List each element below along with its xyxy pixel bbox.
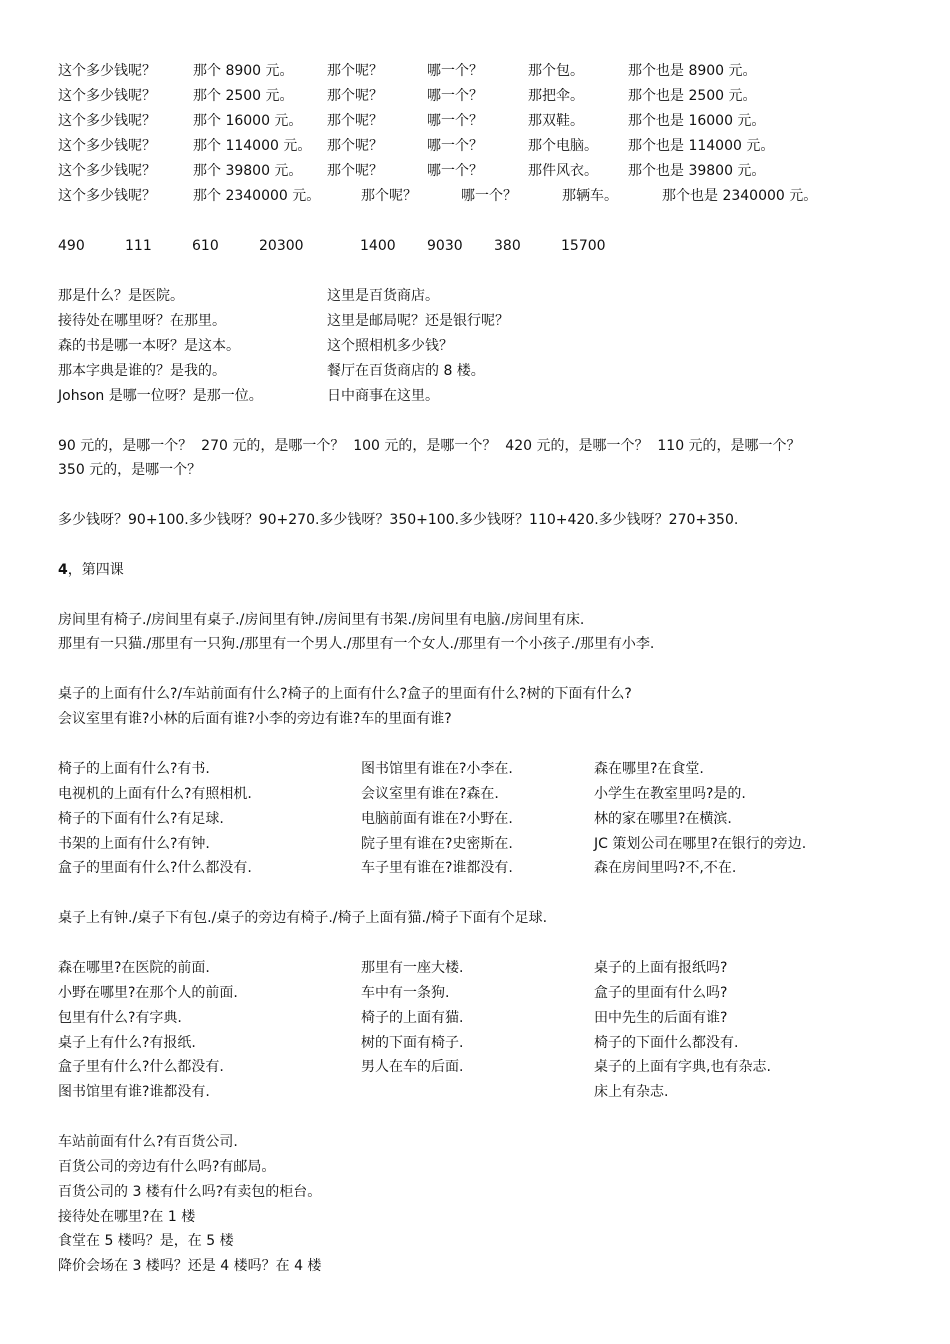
qa-cell: 院子里有谁在?史密斯在.	[361, 836, 513, 852]
price-cell: 那辆车。	[562, 188, 618, 204]
qa-cell: 森在哪里?在食堂.	[594, 761, 704, 777]
price-cell: 那个 2340000 元。	[193, 188, 321, 204]
price-cell: 那个也是 114000 元。	[628, 138, 775, 154]
qa-cell: 桌子的上面有报纸吗?	[594, 960, 728, 976]
price-cell: 那个包。	[528, 63, 584, 79]
number-item: 15700	[561, 238, 606, 254]
price-cell: 那个呢？	[361, 188, 417, 204]
lesson-number: 4	[58, 562, 68, 578]
qa-right-line: 这里是百货商店。	[327, 288, 439, 304]
qa-right-line: 日中商事在这里。	[327, 388, 439, 404]
qa-cell: 桌子的上面有字典,也有杂志.	[594, 1059, 771, 1075]
price-cell: 那个呢？	[327, 63, 383, 79]
qa-cell: 椅子的上面有猫.	[361, 1010, 464, 1026]
qa-cell: 男人在车的后面.	[361, 1059, 464, 1075]
price-cell: 那件风衣。	[528, 163, 598, 179]
qa-left-line: 那是什么？是医院。	[58, 288, 184, 304]
price-cell: 那个呢？	[327, 113, 383, 129]
qa-cell: 盒子里有什么?什么都没有.	[58, 1059, 224, 1075]
qa-cell: 车子里有谁在?谁都没有.	[361, 860, 513, 876]
qa-cell: 树的下面有椅子.	[361, 1035, 464, 1051]
price-cell: 那个 16000 元。	[193, 113, 303, 129]
qa-cell: 林的家在哪里?在横滨.	[594, 811, 732, 827]
qa-cell: 盒子的里面有什么吗?	[594, 985, 728, 1001]
price-cell: 那个也是 2340000 元。	[662, 188, 818, 204]
price-cell: 哪一个？	[427, 163, 483, 179]
qa-cell: 田中先生的后面有谁?	[594, 1010, 728, 1026]
qa-left-line: 接待处在哪里呀？在那里。	[58, 313, 226, 329]
price-cell: 那把伞。	[528, 88, 584, 104]
price-cell: 这个多少钱呢？	[58, 88, 156, 104]
price-cell: 这个多少钱呢？	[58, 138, 156, 154]
which-line-1: 90 元的，是哪一个？ 270 元的，是哪一个？ 100 元的，是哪一个？ 420 元的，是哪一个？ 110 元的，是哪一个？	[58, 438, 801, 454]
qa-cell: 书架的上面有什么?有钟.	[58, 836, 210, 852]
price-cell: 那个 39800 元。	[193, 163, 303, 179]
qa-cell: 图书馆里有谁?谁都没有.	[58, 1084, 210, 1100]
number-item: 111	[125, 238, 152, 254]
final-line: 食堂在 5 楼吗？是，在 5 楼	[58, 1233, 234, 1249]
price-cell: 那个 2500 元。	[193, 88, 294, 104]
desk-line: 桌子上有钟./桌子下有包./桌子的旁边有椅子./椅子上面有猫./椅子下面有个足球.	[58, 910, 548, 926]
number-item: 610	[192, 238, 219, 254]
price-cell: 这个多少钱呢？	[58, 188, 156, 204]
price-cell: 那个 114000 元。	[193, 138, 312, 154]
qa-cell: 椅子的下面有什么?有足球.	[58, 811, 224, 827]
price-cell: 哪一个？	[427, 113, 483, 129]
which-line-2: 350 元的，是哪一个？	[58, 462, 202, 478]
price-cell: 那个也是 39800 元。	[628, 163, 766, 179]
qa-cell: 图书馆里有谁在?小李在.	[361, 761, 513, 777]
number-item: 9030	[427, 238, 463, 254]
qa-cell: 电脑前面有谁在?小野在.	[361, 811, 513, 827]
final-line: 百货公司的旁边有什么吗?有邮局。	[58, 1159, 276, 1175]
question-line: 会议室里有谁?小林的后面有谁?小李的旁边有谁?车的里面有谁?	[58, 711, 452, 727]
room-line: 那里有一只猫./那里有一只狗./那里有一个男人./那里有一个女人./那里有一个小孩子./那里有小李.	[58, 636, 655, 652]
price-cell: 那个 8900 元。	[193, 63, 294, 79]
qa-cell: 椅子的上面有什么?有书.	[58, 761, 210, 777]
number-item: 1400	[360, 238, 396, 254]
qa-cell: JC 策划公司在哪里?在银行的旁边.	[594, 836, 807, 852]
final-line: 车站前面有什么?有百货公司.	[58, 1134, 238, 1150]
final-line: 接待处在哪里?在 1 楼	[58, 1209, 196, 1225]
qa-cell: 床上有杂志.	[594, 1084, 669, 1100]
qa-cell: 森在房间里吗?不,不在.	[594, 860, 737, 876]
price-cell: 那个也是 16000 元。	[628, 113, 766, 129]
final-line: 百货公司的 3 楼有什么吗?有卖包的柜台。	[58, 1184, 322, 1200]
room-line: 房间里有椅子./房间里有桌子./房间里有钟./房间里有书架./房间里有电脑./房间里有床.	[58, 612, 585, 628]
price-cell: 哪一个？	[427, 63, 483, 79]
number-item: 380	[494, 238, 521, 254]
lesson-heading	[58, 560, 124, 580]
qa-cell: 小野在哪里?在那个人的前面.	[58, 985, 238, 1001]
number-item: 20300	[259, 238, 304, 254]
qa-left-line: 森的书是哪一本呀？是这本。	[58, 338, 240, 354]
qa-cell: 包里有什么?有字典.	[58, 1010, 182, 1026]
price-cell: 那个呢？	[327, 88, 383, 104]
qa-cell: 森在哪里?在医院的前面.	[58, 960, 210, 976]
qa-right-line: 这个照相机多少钱？	[327, 338, 453, 354]
price-cell: 那个电脑。	[528, 138, 598, 154]
number-item: 490	[58, 238, 85, 254]
qa-cell: 电视机的上面有什么?有照相机.	[58, 786, 252, 802]
lesson-title: ，第四课	[67, 562, 124, 578]
price-cell: 那个呢？	[327, 138, 383, 154]
qa-left-line: 那本字典是谁的？是我的。	[58, 363, 226, 379]
price-cell: 这个多少钱呢？	[58, 113, 156, 129]
qa-cell: 桌子上有什么?有报纸.	[58, 1035, 196, 1051]
qa-cell: 椅子的下面什么都没有.	[594, 1035, 739, 1051]
qa-right-line: 这里是邮局呢？还是银行呢？	[327, 313, 509, 329]
qa-cell: 那里有一座大楼.	[361, 960, 464, 976]
sum-line: 多少钱呀？90+100.多少钱呀？90+270.多少钱呀？350+100.多少钱呀？110+420.多少钱呀？270+350.	[58, 512, 739, 528]
price-cell: 这个多少钱呢？	[58, 163, 156, 179]
price-cell: 哪一个？	[427, 88, 483, 104]
price-cell: 这个多少钱呢？	[58, 63, 156, 79]
price-cell: 那双鞋。	[528, 113, 584, 129]
price-cell: 哪一个？	[427, 138, 483, 154]
price-cell: 那个呢？	[327, 163, 383, 179]
qa-right-line: 餐厅在百货商店的 8 楼。	[327, 363, 485, 379]
qa-cell: 盒子的里面有什么?什么都没有.	[58, 860, 252, 876]
qa-cell: 车中有一条狗.	[361, 985, 450, 1001]
price-cell: 那个也是 8900 元。	[628, 63, 757, 79]
price-cell: 那个也是 2500 元。	[628, 88, 757, 104]
price-cell: 哪一个？	[461, 188, 517, 204]
qa-left-line: Johson 是哪一位呀？是那一位。	[58, 388, 263, 404]
question-line: 桌子的上面有什么?/车站前面有什么?椅子的上面有什么?盒子的里面有什么?树的下面有什么?	[58, 686, 632, 702]
qa-cell: 会议室里有谁在?森在.	[361, 786, 499, 802]
qa-cell: 小学生在教室里吗?是的.	[594, 786, 746, 802]
final-line: 降价会场在 3 楼吗？还是 4 楼吗？在 4 楼	[58, 1258, 322, 1274]
